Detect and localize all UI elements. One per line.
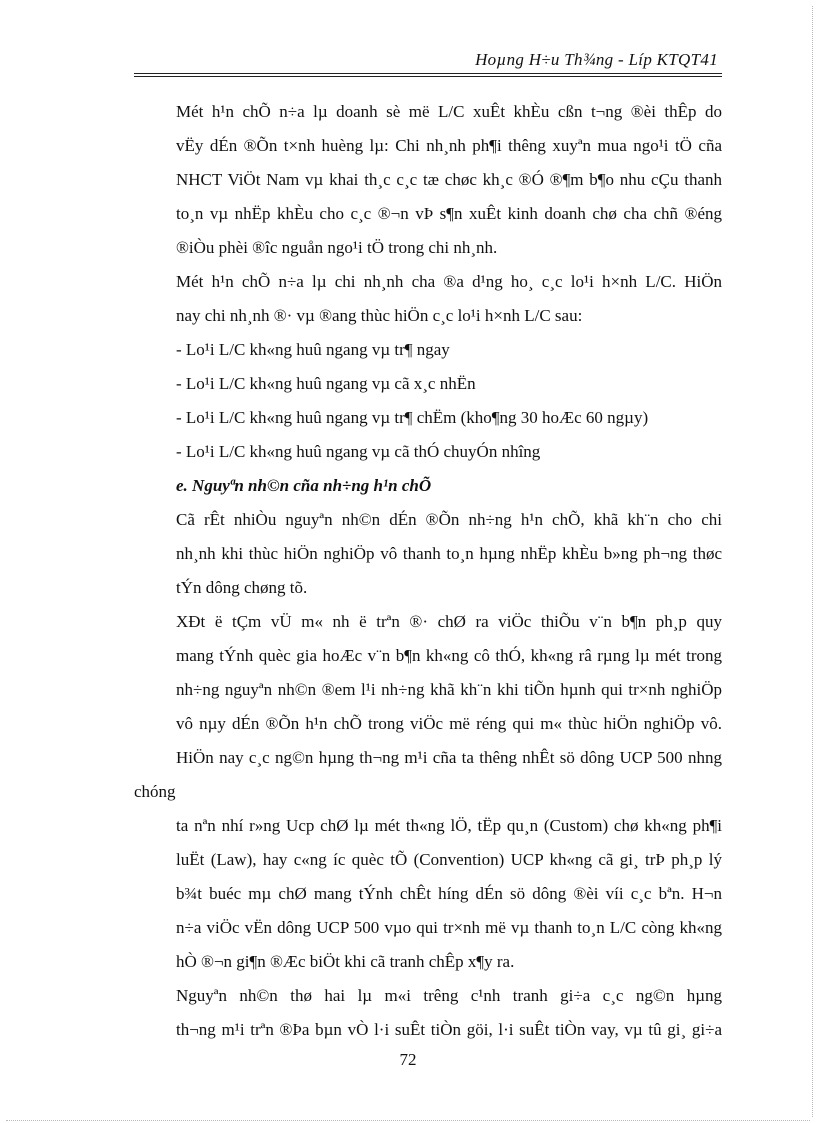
list-item: - Lo¹i L/C kh«ng huû ngang vµ tr¶ ngay xyxy=(176,340,450,359)
paragraph-competition-cause xyxy=(134,979,722,1047)
text-line: NHCT ViÖt Nam vµ khai th¸c c¸c tæ chøc kh¸c ®Ó ®¶m b¶o nhu cÇu thanh xyxy=(176,170,722,189)
text-line: nh÷ng nguyªn nh©n ®em l¹i nh÷ng khã kh¨n khi tiÕn hµnh qui tr×nh nghiÖp xyxy=(176,680,722,699)
page-edge-right xyxy=(812,6,813,1117)
text-line: nh¸nh khi thùc hiÖn nghiÖp vô thanh to¸n hµng nhËp khÈu b»ng ph¬ng thøc xyxy=(176,544,722,563)
text-line: hÒ ®¬n gi¶n ®Æc biÖt khi cã tranh chÊp x¶y ra. xyxy=(176,952,515,971)
text-line: vô nµy dÉn ®Õn h¹n chÕ trong viÖc më réng qui m« thùc hiÖn nghiÖp vô. xyxy=(176,714,722,733)
header-rule xyxy=(134,73,722,77)
text-line: th¬ng m¹i trªn ®Þa bµn vÒ l·i suÊt tiÒn göi, l·i suÊt tiÒn vay, vµ tû gi¸ gi÷a xyxy=(176,1020,722,1039)
text-line: Nguyªn nh©n thø hai lµ m«i trêng c¹nh tranh gi÷a c¸c ng©n hµng xyxy=(176,986,722,1005)
paragraph-lc-types xyxy=(134,265,722,333)
paragraph-causes-intro xyxy=(134,503,722,605)
text-line: Cã rÊt nhiÒu nguyªn nh©n dÉn ®Õn nh÷ng h¹n chÕ, khã kh¨n cho chi xyxy=(176,510,722,529)
text-line: ®iÒu phèi ®îc nguån ngo¹i tÖ trong chi nh¸nh. xyxy=(176,238,498,257)
text-line: Mét h¹n chÕ n÷a lµ chi nh¸nh cha ®a d¹ng ho¸ c¸c lo¹i h×nh L/C. HiÖn xyxy=(176,272,722,291)
list-item: - Lo¹i L/C kh«ng huû ngang vµ cã x¸c nhËn xyxy=(176,374,476,393)
section-heading: e. Nguyªn nh©n cña nh÷ng h¹n chÕ xyxy=(176,476,432,495)
paragraph-macro-causes xyxy=(134,605,722,979)
text-line: to¸n vµ nhËp khÈu cho c¸c ®¬n vÞ s¶n xuÊt kinh doanh chø cha chñ ®éng xyxy=(176,204,722,223)
list-item: - Lo¹i L/C kh«ng huû ngang vµ tr¶ chËm (kho¶ng 30 hoÆc 60 ngµy) xyxy=(176,408,649,427)
text-line: vËy dÉn ®Õn t×nh huèng lµ: Chi nh¸nh ph¶i thêng xuyªn mua ngo¹i tÖ cña xyxy=(176,136,722,155)
paragraph-lc-export-limit xyxy=(134,95,722,265)
running-header xyxy=(134,50,722,77)
text-line: luËt (Law), hay c«ng íc quèc tÕ (Convention) UCP kh«ng cã gi¸ trÞ ph¸p lý xyxy=(176,850,722,869)
text-line: n÷a viÖc vËn dông UCP 500 vµo qui tr×nh më vµ thanh to¸n L/C còng kh«ng xyxy=(176,918,722,937)
text-line: b¾t buéc mµ chØ mang tÝnh chÊt híng dÉn sö dông ®èi víi c¸c bªn. H¬n xyxy=(176,884,722,903)
list-item: - Lo¹i L/C kh«ng huû ngang vµ cã thÓ chuyÓn nhîng xyxy=(176,442,541,461)
page-number: 72 xyxy=(399,1050,417,1069)
text-line: ta nªn nhí r»ng Ucp chØ lµ mét th«ng lÖ, tËp qu¸n (Custom) chø kh«ng ph¶i xyxy=(176,816,722,835)
page-body xyxy=(134,95,722,1047)
text-line: HiÖn nay c¸c ng©n hµng th¬ng m¹i cña ta thêng nhÊt sö dông UCP 500 nhng chóng xyxy=(134,748,722,801)
page-edge-bottom xyxy=(6,1120,810,1121)
text-line: Mét h¹n chÕ n÷a lµ doanh sè më L/C xuÊt khÈu cßn t¬ng ®èi thÊp do xyxy=(176,102,722,121)
text-line: nay chi nh¸nh ®· vµ ®ang thùc hiÖn c¸c lo¹i h×nh L/C sau: xyxy=(176,306,583,325)
header-author-class: Hoµng H÷u Th¾ng - Líp KTQT41 xyxy=(475,50,718,69)
text-line: tÝn dông chøng tõ. xyxy=(176,578,308,597)
text-line: mang tÝnh quèc gia hoÆc v¨n b¶n kh«ng cô thÓ, kh«ng râ rµng lµ mét trong xyxy=(176,646,722,665)
text-line: XÐt ë tÇm vÜ m« nh ë trªn ®· chØ ra viÖc thiÕu v¨n b¶n ph¸p quy xyxy=(176,612,722,631)
